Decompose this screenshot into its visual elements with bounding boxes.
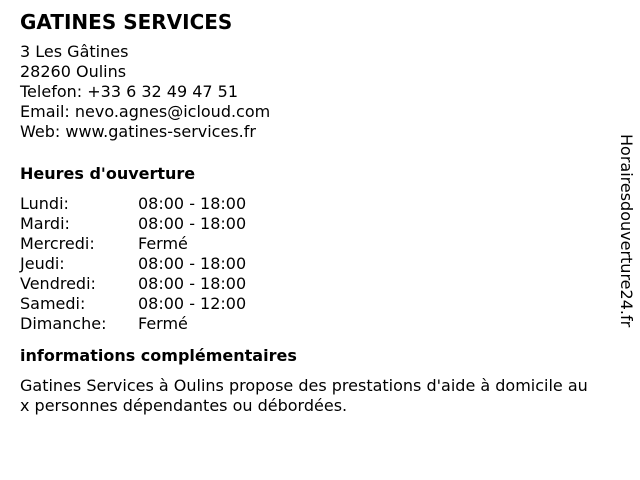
- postal-city: 28260 Oulins: [20, 62, 127, 81]
- business-card: [20, 10, 600, 416]
- hours-row-tuesday: [20, 214, 600, 234]
- time-value: 08:00 - 18:00: [138, 194, 247, 213]
- additional-info-heading: informations complémentaires: [20, 346, 297, 365]
- day-label: Mardi:: [20, 214, 70, 233]
- time-value: 08:00 - 18:00: [138, 254, 247, 273]
- time-value: Fermé: [138, 314, 188, 333]
- day-label: Vendredi:: [20, 274, 96, 293]
- email-line: Email: nevo.agnes@icloud.com: [20, 102, 271, 121]
- hours-row-thursday: [20, 254, 600, 274]
- day-label: Lundi:: [20, 194, 69, 213]
- time-value: 08:00 - 12:00: [138, 294, 247, 313]
- hours-row-sunday: [20, 314, 600, 334]
- additional-info-text: Gatines Services à Oulins propose des prestations d'aide à domicile aux personnes dépendantes ou débordées.: [20, 376, 588, 415]
- day-label: Jeudi:: [20, 254, 65, 273]
- time-value: Fermé: [138, 234, 188, 253]
- street-address: 3 Les Gâtines: [20, 42, 129, 61]
- hours-row-saturday: [20, 294, 600, 314]
- hours-row-wednesday: [20, 234, 600, 254]
- business-name: GATINES SERVICES: [20, 10, 233, 34]
- hours-row-friday: [20, 274, 600, 294]
- day-label: Dimanche:: [20, 314, 107, 333]
- time-value: 08:00 - 18:00: [138, 274, 247, 293]
- day-label: Mercredi:: [20, 234, 95, 253]
- web-line: Web: www.gatines-services.fr: [20, 122, 256, 141]
- hours-row-monday: [20, 194, 600, 214]
- opening-hours-heading: Heures d'ouverture: [20, 164, 196, 183]
- day-label: Samedi:: [20, 294, 86, 313]
- time-value: 08:00 - 18:00: [138, 214, 247, 233]
- site-watermark: Horairesdouverture24.fr: [617, 134, 636, 328]
- phone-line: Telefon: +33 6 32 49 47 51: [20, 82, 239, 101]
